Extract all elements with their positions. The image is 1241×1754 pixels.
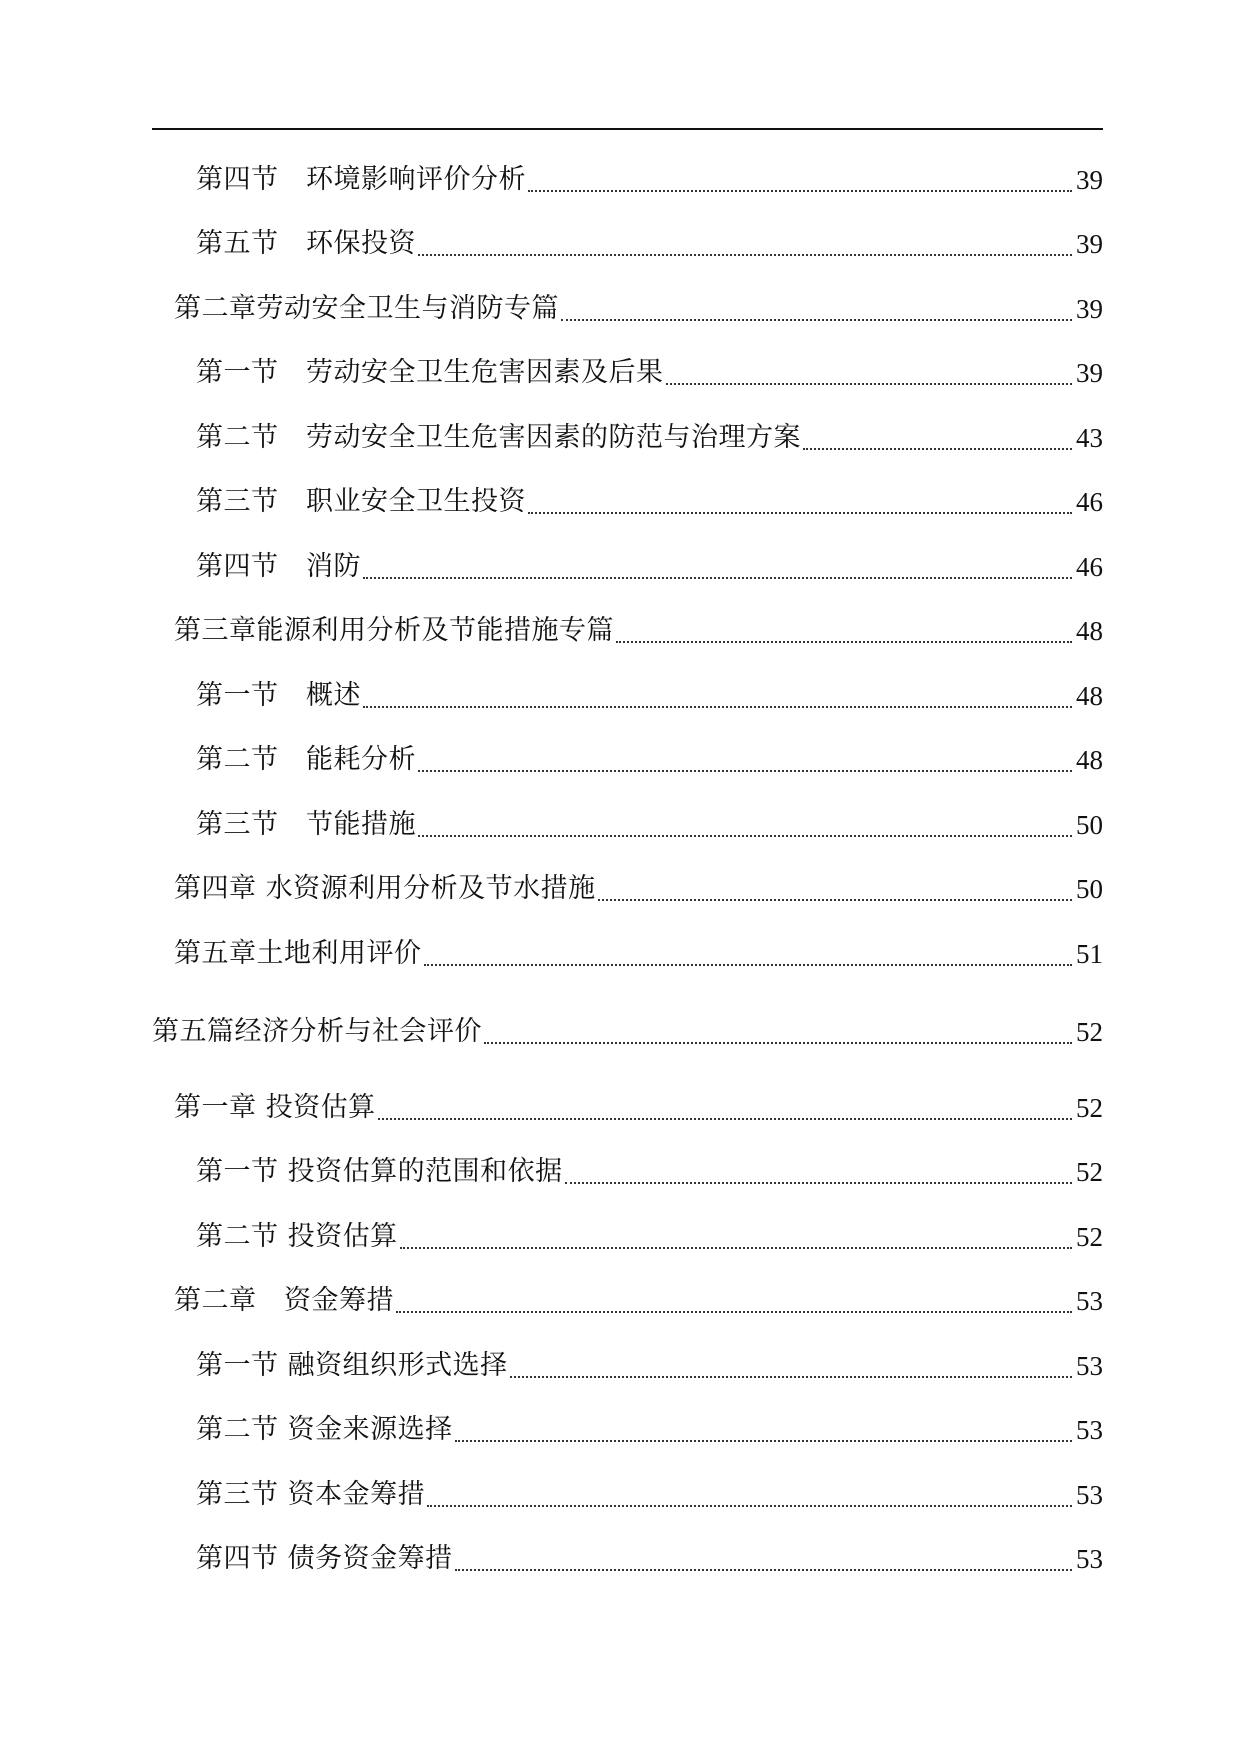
- toc-entry[interactable]: [196, 1217, 1103, 1257]
- toc-entry-label: 第四节 债务资金筹措: [196, 1543, 453, 1574]
- toc-entry-page: 52: [1076, 1093, 1103, 1123]
- toc-entry-page: 39: [1076, 294, 1103, 324]
- toc-dot-leader: [363, 684, 1072, 708]
- toc-entry-page: 53: [1076, 1286, 1103, 1316]
- toc-dot-leader: [418, 813, 1072, 837]
- toc-entry-label: 第四节 消防: [196, 551, 361, 582]
- toc-entry-label: 第一节 融资组织形式选择: [196, 1350, 508, 1381]
- toc-entry-page: 48: [1076, 745, 1103, 775]
- toc-entry[interactable]: [196, 224, 1103, 264]
- toc-entry[interactable]: [196, 1152, 1103, 1192]
- toc-dot-leader: [565, 1160, 1072, 1184]
- toc-entry[interactable]: [174, 611, 1103, 651]
- toc-entry-label: 第三节 职业安全卫生投资: [196, 486, 526, 517]
- toc-dot-leader: [427, 1483, 1072, 1507]
- toc-entry-page: 46: [1076, 552, 1103, 582]
- toc-entry[interactable]: [196, 418, 1103, 458]
- toc-entry-page: 46: [1076, 487, 1103, 517]
- toc-entry-label: 第一节 劳动安全卫生危害因素及后果: [196, 357, 664, 388]
- toc-dot-leader: [803, 426, 1072, 450]
- toc-entry-label: 第五篇经济分析与社会评价: [152, 1016, 482, 1047]
- toc-entry-page: 39: [1076, 229, 1103, 259]
- toc-dot-leader: [598, 877, 1072, 901]
- toc-entry-page: 50: [1076, 874, 1103, 904]
- toc-entry-label: 第二节 能耗分析: [196, 744, 416, 775]
- toc-entry-page: 52: [1076, 1017, 1103, 1047]
- toc-entry[interactable]: [174, 1088, 1103, 1128]
- toc-entry[interactable]: [196, 1475, 1103, 1515]
- toc-entry-page: 53: [1076, 1544, 1103, 1574]
- toc-dot-leader: [378, 1096, 1072, 1120]
- toc-entry-label: 第二节 投资估算: [196, 1221, 398, 1252]
- toc-entry[interactable]: [196, 353, 1103, 393]
- toc-entry-label: 第三节 资本金筹措: [196, 1479, 426, 1510]
- toc-dot-leader: [561, 297, 1072, 321]
- toc-dot-leader: [363, 555, 1072, 579]
- toc-entry[interactable]: [152, 1012, 1103, 1052]
- toc-dot-leader: [484, 1020, 1072, 1044]
- toc-dot-leader: [510, 1354, 1072, 1378]
- toc-entry-label: 第四节 环境影响评价分析: [196, 164, 526, 195]
- toc-entry[interactable]: [196, 160, 1103, 200]
- toc-entry-page: 51: [1076, 939, 1103, 969]
- toc-entry-label: 第二章劳动安全卫生与消防专篇: [174, 293, 559, 324]
- toc-dot-leader: [666, 361, 1073, 385]
- toc-entry[interactable]: [196, 740, 1103, 780]
- toc-dot-leader: [418, 748, 1072, 772]
- toc-entry[interactable]: [174, 1281, 1103, 1321]
- toc-entry[interactable]: [196, 676, 1103, 716]
- toc-entry-label: 第四章 水资源利用分析及节水措施: [174, 873, 596, 904]
- toc-entry-label: 第一节 投资估算的范围和依据: [196, 1156, 563, 1187]
- toc-entry[interactable]: [196, 482, 1103, 522]
- toc-entry[interactable]: [174, 869, 1103, 909]
- toc-entry[interactable]: [196, 805, 1103, 845]
- toc-entry[interactable]: [196, 1410, 1103, 1450]
- toc-entry[interactable]: [196, 1346, 1103, 1386]
- toc-entry[interactable]: [174, 934, 1103, 974]
- toc-entry-page: 53: [1076, 1351, 1103, 1381]
- toc-dot-leader: [455, 1547, 1072, 1571]
- toc-dot-leader: [424, 942, 1073, 966]
- toc-dot-leader: [455, 1418, 1072, 1442]
- toc-entry-page: 43: [1076, 423, 1103, 453]
- toc-entry-label: 第二章 资金筹措: [174, 1285, 394, 1316]
- toc-dot-leader: [396, 1289, 1072, 1313]
- toc-entry-label: 第一节 概述: [196, 680, 361, 711]
- toc-entry-label: 第三章能源利用分析及节能措施专篇: [174, 615, 614, 646]
- toc-entry-label: 第一章 投资估算: [174, 1092, 376, 1123]
- toc-dot-leader: [418, 232, 1072, 256]
- toc-dot-leader: [528, 490, 1072, 514]
- toc-dot-leader: [528, 168, 1072, 192]
- toc-entry-page: 52: [1076, 1157, 1103, 1187]
- toc-entry-page: 53: [1076, 1480, 1103, 1510]
- toc-entry-page: 48: [1076, 681, 1103, 711]
- toc-entry-page: 50: [1076, 810, 1103, 840]
- toc-entry-page: 53: [1076, 1415, 1103, 1445]
- toc-entry-label: 第五节 环保投资: [196, 228, 416, 259]
- toc-entry[interactable]: [196, 547, 1103, 587]
- toc-entry-label: 第三节 节能措施: [196, 809, 416, 840]
- toc-entry-page: 39: [1076, 358, 1103, 388]
- toc-dot-leader: [616, 619, 1072, 643]
- toc-entry[interactable]: [174, 289, 1103, 329]
- toc-entry-page: 52: [1076, 1222, 1103, 1252]
- toc-entry-label: 第二节 资金来源选择: [196, 1414, 453, 1445]
- toc-entry-page: 39: [1076, 165, 1103, 195]
- toc-dot-leader: [400, 1225, 1072, 1249]
- toc-entry[interactable]: [196, 1539, 1103, 1579]
- toc-entry-page: 48: [1076, 616, 1103, 646]
- toc-entry-label: 第二节 劳动安全卫生危害因素的防范与治理方案: [196, 422, 801, 453]
- toc-entry-label: 第五章土地利用评价: [174, 938, 422, 969]
